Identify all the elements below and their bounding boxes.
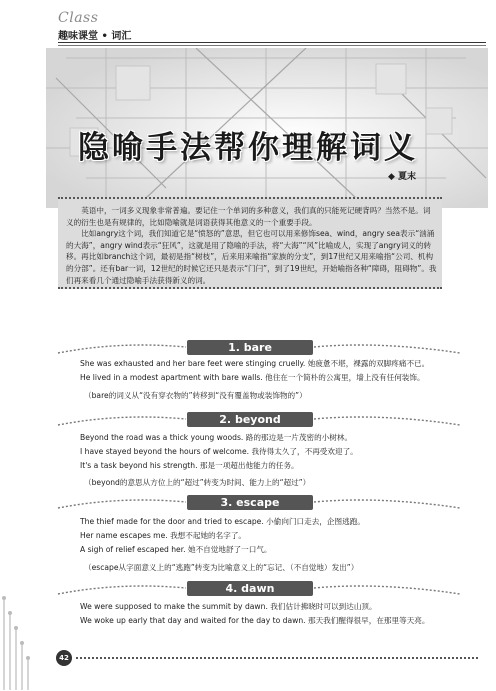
intro-text bbox=[66, 205, 438, 286]
explanation-note: （beyond的意思从方位上的“超过”转变为时间、能力上的“超过”） bbox=[84, 478, 311, 487]
section-heading: 4. dawn bbox=[187, 581, 313, 596]
example-sentence: Her name escapes me. 我想不起她的名字了。 bbox=[80, 531, 247, 540]
explanation-note: （escape从字面意义上的“逃跑”转变为比喻意义上的“忘记、（不自觉地）发出”） bbox=[84, 563, 359, 572]
example-sentence: She was exhausted and her bare feet were stinging cruelly. 她疲惫不堪，裸露的双脚疼痛不已。 bbox=[80, 359, 430, 368]
example-sentence: We were supposed to make the summit by dawn. 我们估计拂晓时可以到达山顶。 bbox=[80, 602, 377, 611]
margin-decoration bbox=[0, 0, 60, 691]
explanation-note: （bare的词义从“没有穿衣物的”转移到“没有覆盖物或装饰物的”） bbox=[84, 391, 307, 400]
example-sentence: It's a task beyond his strength. 那是一项超出他能力的任务。 bbox=[80, 461, 299, 470]
example-sentence: We woke up early that day and waited for the day to dawn. 那天我们醒得很早，在那里等天亮。 bbox=[80, 616, 430, 625]
article-title: 隐喻手法帮你理解词义 bbox=[78, 130, 418, 166]
intro-paragraph: 英语中，一词多义现象非常普遍。要记住一个单词的多种意义，我们真的只能死记硬背吗？当然不是。词义的衍生也是有规律的，比如隐喻就是词语获得其他意义的一个重要手段。 bbox=[66, 206, 431, 227]
section-heading-bar bbox=[0, 495, 496, 511]
example-sentence: He lived in a modest apartment with bare walls. 他住在一个简朴的公寓里，墙上没有任何装饰。 bbox=[80, 373, 425, 382]
section-heading: 2. beyond bbox=[187, 412, 313, 427]
section-heading-bar bbox=[0, 581, 496, 597]
example-sentence: A sigh of relief escaped her. 她不自觉地舒了一口气。 bbox=[80, 545, 272, 554]
section-heading-bar bbox=[0, 412, 496, 428]
example-sentence: I have stayed beyond the hours of welcome. 我待得太久了，不再受欢迎了。 bbox=[80, 447, 358, 456]
section-label: 趣味课堂 • 词汇 bbox=[58, 31, 132, 42]
author-byline: ◆ 夏末 bbox=[387, 172, 416, 182]
example-sentence: Beyond the road was a thick young woods. 路的那边是一片茂密的小树林。 bbox=[80, 433, 353, 442]
footer-rule bbox=[76, 657, 478, 659]
section-heading-bar bbox=[0, 340, 496, 356]
section-heading: 3. escape bbox=[187, 495, 313, 510]
page-number: 42 bbox=[56, 650, 72, 666]
header-rule-thin bbox=[58, 45, 486, 46]
brand-logo: Class bbox=[58, 10, 99, 26]
intro-paragraph: 比如angry这个词，我们知道它是“愤怒的”意思，但它也可以用来修饰sea、wind，angry sea表示“汹涌的大海”，angry wind表示“狂风”，这就是用了隐喻的手法，将“大海”“风”比喻成人，实现了angry词义的转移。再比如branch这个词，最初是指“树枝”，后来用来喻指“家族的分支”，到17世纪又用来喻指“公司、机构的分部”。还有bar一词，12世纪的时候它还只是表示“门闩”，到了19世纪，开始喻指各种“障碍，阻碍物”。我们再来看几个通过隐喻手法获得新义的词。 bbox=[66, 229, 437, 285]
section-heading: 1. bare bbox=[187, 340, 313, 355]
header-rule bbox=[58, 42, 486, 43]
example-sentence: The thief made for the door and tried to escape. 小偷向门口走去，企图逃跑。 bbox=[80, 517, 365, 526]
